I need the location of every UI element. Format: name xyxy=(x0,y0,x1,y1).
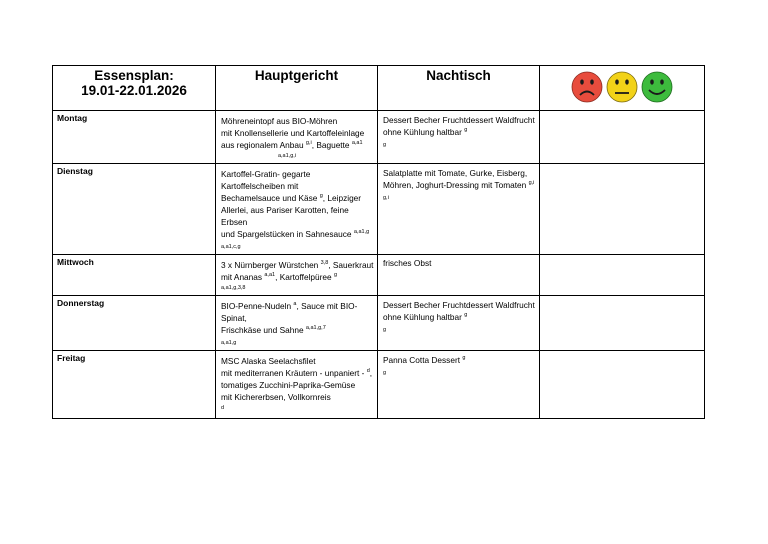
main-dish-line: und Spargelstücken in Sahnesauce $^{a,a1,g}$ xyxy=(221,229,370,239)
day-row-dienstag xyxy=(53,164,705,255)
dessert-line: frisches Obst xyxy=(383,258,432,268)
allergen-codes: a,a1,c,g xyxy=(221,244,241,250)
dessert-line: Panna Cotta Dessert $^g$ xyxy=(383,355,466,365)
allergen-codes: a,a1,g,3,8 xyxy=(221,285,246,291)
main-dish-line: aus regionalem Anbau $^{g,i}$, Baguette $^{a,a1}$ xyxy=(221,140,363,150)
allergen-codes: g,i xyxy=(383,195,389,201)
main-dish-line: Erbsen xyxy=(221,217,248,227)
main-dish-line: Bechamelsauce und Käse $^g$, Leipziger xyxy=(221,193,362,203)
main-dish-line: Allerlei, aus Pariser Karotten, feine xyxy=(221,205,349,215)
day-label: Montag xyxy=(53,111,216,164)
dessert-line: Dessert Becher Fruchtdessert Waldfrucht xyxy=(383,115,535,125)
dessert-line: Salatplatte mit Tomate, Gurke, Eisberg, xyxy=(383,168,528,178)
plan-date-range: 19.01-22.01.2026 xyxy=(81,83,187,98)
main-dish-header: Hauptgericht xyxy=(216,66,378,111)
main-dish-line: mit Ananas $^{a,a1}$, Kartoffelpüree $^g$ xyxy=(221,272,338,282)
main-dish-line: tomatiges Zucchini-Paprika-Gemüse xyxy=(221,380,356,390)
main-dish-line: mit Kichererbsen, Vollkornreis xyxy=(221,392,331,402)
day-row-montag xyxy=(53,111,705,164)
rating-cell[interactable] xyxy=(540,351,705,419)
main-dish-line: Kartoffelscheiben mit xyxy=(221,181,299,191)
rating-faces xyxy=(570,69,674,105)
main-dish-cell xyxy=(216,164,378,255)
dessert-cell xyxy=(378,296,540,351)
allergen-codes: a,a1,g xyxy=(221,340,237,346)
allergen-codes: g xyxy=(383,142,387,148)
rating-cell[interactable] xyxy=(540,111,705,164)
day-label: Dienstag xyxy=(53,164,216,255)
day-row-donnerstag xyxy=(53,296,705,351)
main-dish-cell xyxy=(216,296,378,351)
main-dish-line: BIO-Penne-Nudeln $^a$, Sauce mit BIO- xyxy=(221,301,358,311)
main-dish-line: MSC Alaska Seelachsfilet xyxy=(221,356,316,366)
happy-face-icon[interactable] xyxy=(642,72,672,102)
main-dish-cell xyxy=(216,255,378,296)
main-dish-cell xyxy=(216,351,378,419)
dessert-cell xyxy=(378,111,540,164)
day-row-mittwoch xyxy=(53,255,705,296)
day-label: Freitag xyxy=(53,351,216,419)
plan-title: Essensplan: xyxy=(94,68,174,83)
dessert-line: ohne Kühlung haltbar $^g$ xyxy=(383,127,468,137)
dessert-cell xyxy=(378,164,540,255)
main-dish-line: mit Knollensellerie und Kartoffeleinlage xyxy=(221,128,365,138)
dessert-line: Möhren, Joghurt-Dressing mit Tomaten $^{g,i}$ xyxy=(383,180,535,190)
dessert-header: Nachtisch xyxy=(378,66,540,111)
rating-cell[interactable] xyxy=(540,164,705,255)
neutral-face-icon[interactable] xyxy=(607,72,637,102)
dessert-line: Dessert Becher Fruchtdessert Waldfrucht xyxy=(383,300,535,310)
main-dish-line: 3 x Nürnberger Würstchen $^{3,8}$, Sauerkraut xyxy=(221,260,374,270)
plan-title-cell xyxy=(53,66,216,111)
day-label: Donnerstag xyxy=(53,296,216,351)
main-dish-line: Spinat, xyxy=(221,313,247,323)
main-dish-line: Frischkäse und Sahne $^{a,a1,g,7}$ xyxy=(221,325,326,335)
main-dish-line: Kartoffel-Gratin- gegarte xyxy=(221,169,311,179)
allergen-codes: d xyxy=(221,405,225,411)
header-row xyxy=(53,66,705,111)
main-dish-cell xyxy=(216,111,378,164)
sad-face-icon[interactable] xyxy=(572,72,602,102)
allergen-codes: a,a1,g,i xyxy=(277,153,297,159)
day-row-freitag xyxy=(53,351,705,419)
dessert-cell xyxy=(378,255,540,296)
main-dish-line: mit mediterranen Kräutern - unpaniert - $^d$, xyxy=(221,368,373,378)
allergen-codes: g xyxy=(383,370,387,376)
rating-cell[interactable] xyxy=(540,296,705,351)
dessert-cell xyxy=(378,351,540,419)
meal-plan-table xyxy=(52,65,705,419)
day-label: Mittwoch xyxy=(53,255,216,296)
dessert-line: ohne Kühlung haltbar $^g$ xyxy=(383,312,468,322)
allergen-codes: g xyxy=(383,327,387,333)
rating-faces-cell xyxy=(540,66,705,111)
main-dish-line: Möhreneintopf aus BIO-Möhren xyxy=(221,116,338,126)
rating-cell[interactable] xyxy=(540,255,705,296)
